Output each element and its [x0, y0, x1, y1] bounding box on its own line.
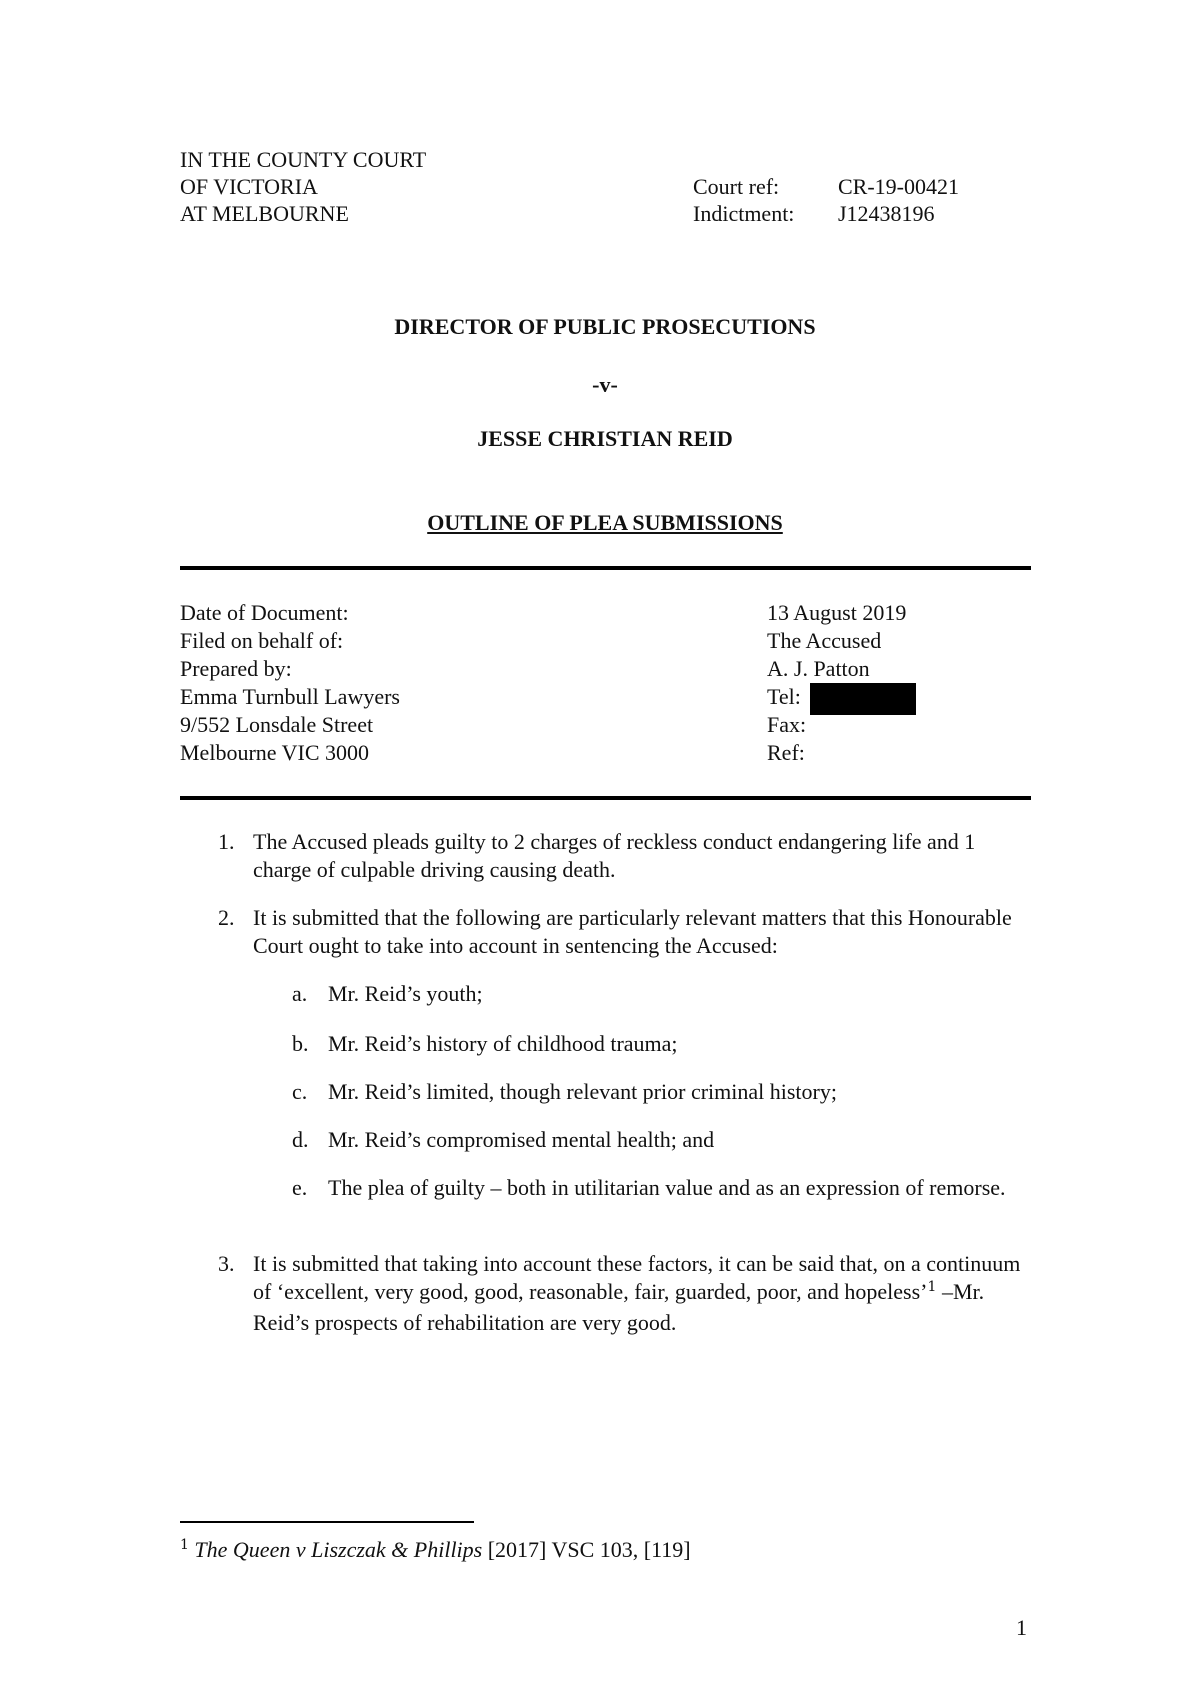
- footnote: [180, 1536, 691, 1567]
- footnote-citation: [2017] VSC 103, [119]: [482, 1537, 691, 1562]
- list-item: Mr. Reid’s compromised mental health; and: [328, 1127, 715, 1152]
- page-number: 1: [1016, 1615, 1027, 1640]
- address-line1: 9/552 Lonsdale Street: [180, 712, 374, 737]
- paragraph-text: The Accused pleads guilty to 2 charges of reckless conduct endangering life and 1 charge of culpable driving causing death.: [253, 829, 976, 882]
- paragraph-text-part: It is submitted that taking into account these factors, it can be said that, on a continuum of ‘excellent, very good, good, reasonable, fair, guarded, poor, and hopeless’: [253, 1251, 1021, 1304]
- paragraph-text: [253, 1250, 1033, 1337]
- paragraph-number: 3.: [218, 1251, 235, 1276]
- document-title: OUTLINE OF PLEA SUBMISSIONS: [427, 510, 783, 535]
- tel-label: Tel:: [767, 684, 801, 709]
- list-item-letter: d.: [292, 1127, 309, 1152]
- address-line2: Melbourne VIC 3000: [180, 740, 370, 765]
- court-name-line1: IN THE COUNTY COURT: [180, 147, 427, 172]
- filed-label: Filed on behalf of:: [180, 628, 344, 653]
- list-item: The plea of guilty – both in utilitarian value and as an expression of remorse.: [328, 1175, 1006, 1200]
- list-item: Mr. Reid’s youth;: [328, 981, 483, 1006]
- footnote-case-name: The Queen v Liszczak & Phillips: [194, 1537, 483, 1562]
- law-firm-name: Emma Turnbull Lawyers: [180, 684, 400, 709]
- plaintiff-name: DIRECTOR OF PUBLIC PROSECUTIONS: [394, 314, 816, 339]
- list-item-letter: c.: [292, 1079, 308, 1104]
- list-item: Mr. Reid’s history of childhood trauma;: [328, 1031, 678, 1056]
- versus-label: -v-: [592, 372, 618, 397]
- court-ref-value: CR-19-00421: [838, 174, 959, 199]
- footnote-marker: 1: [180, 1537, 189, 1553]
- paragraph-number: 2.: [218, 905, 235, 930]
- date-value: 13 August 2019: [767, 600, 907, 625]
- footnote-divider: [180, 1521, 474, 1523]
- defendant-name: JESSE CHRISTIAN REID: [477, 426, 733, 451]
- redaction-box: [810, 683, 916, 715]
- paragraph-text-part: –Mr. Reid’s prospects of rehabilitation are very good.: [253, 1279, 985, 1335]
- ref-label: Ref:: [767, 740, 805, 765]
- top-divider: [180, 566, 1031, 570]
- indictment-label: Indictment:: [693, 201, 795, 226]
- paragraph-number: 1.: [218, 829, 235, 854]
- list-item: Mr. Reid’s limited, though relevant prior criminal history;: [328, 1079, 837, 1104]
- court-location: AT MELBOURNE: [180, 201, 349, 226]
- filed-value: The Accused: [767, 628, 882, 653]
- court-name-line2: OF VICTORIA: [180, 174, 318, 199]
- footnote-reference[interactable]: 1: [927, 1279, 937, 1295]
- list-item-letter: e.: [292, 1175, 308, 1200]
- list-item-letter: a.: [292, 981, 308, 1006]
- prepared-value: A. J. Patton: [767, 656, 870, 681]
- fax-label: Fax:: [767, 712, 807, 737]
- indictment-value: J12438196: [838, 201, 935, 226]
- bottom-divider: [180, 796, 1031, 800]
- list-item-letter: b.: [292, 1031, 309, 1056]
- prepared-label: Prepared by:: [180, 656, 292, 681]
- date-label: Date of Document:: [180, 600, 349, 625]
- paragraph-text: It is submitted that the following are particularly relevant matters that this Honourable Court ought to take into account in sentencing the Accused:: [253, 905, 1012, 958]
- court-ref-label: Court ref:: [693, 174, 780, 199]
